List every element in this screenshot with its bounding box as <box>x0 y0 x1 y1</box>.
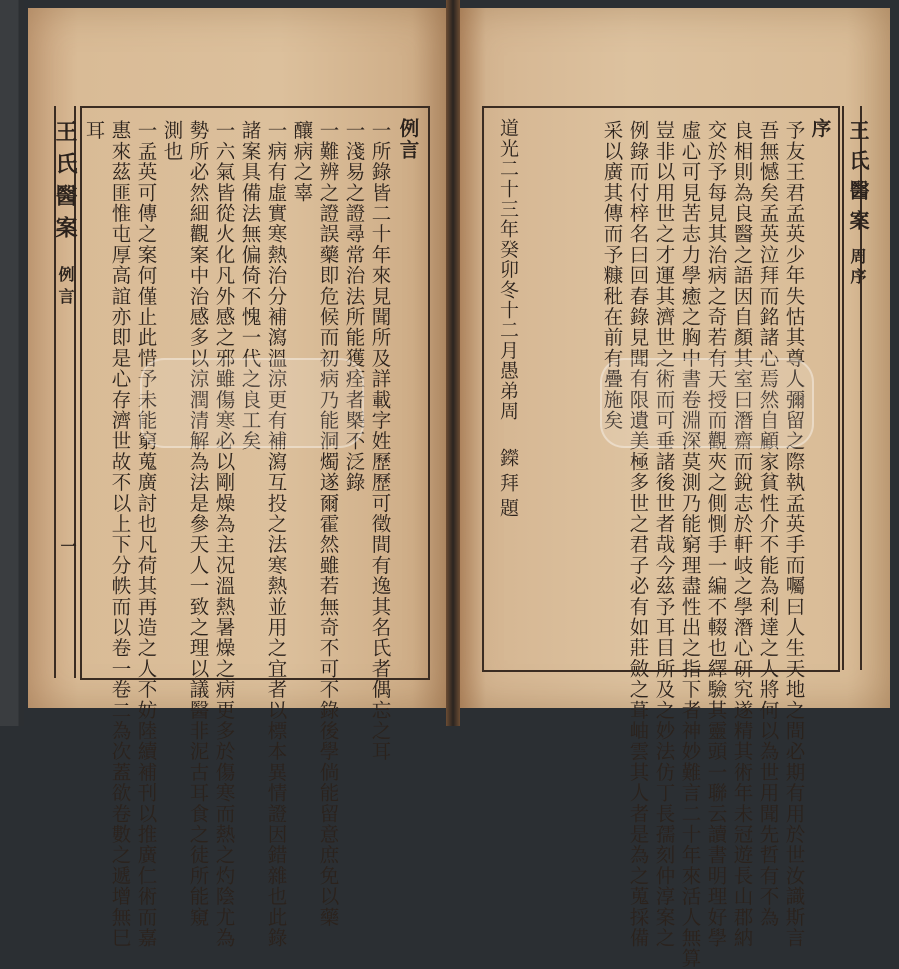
text-column: 惠來茲匪惟屯厚高誼亦即是心存濟世故不以上下分帙而以卷一卷二為次蓋欲卷數之遞增無巳 <box>108 120 132 948</box>
text-column: 釀病之辜 <box>290 120 314 203</box>
right-section-title: 序 <box>808 118 832 140</box>
text-column: 測也 <box>160 120 184 162</box>
text-column: 吾無憾矣孟英泣拜而銘諸心焉然自顧家貧性介不能為利達之人將何以為世用聞先哲有不為 <box>756 120 780 928</box>
text-column: 一淺易之證尋常治法所能獲痊者槩不泛錄 <box>342 120 366 493</box>
text-column: 虛心可見苦志力學癒之胸中書卷淵深莫測乃能窮理盡性出之指下者神妙難言二十年來活人無算 <box>678 120 702 969</box>
left-spine-title: 王氏醫案 <box>52 120 78 248</box>
left-spine-page-number: 一 <box>58 538 77 554</box>
right-spine-title: 王氏醫案 <box>846 120 870 240</box>
text-column: 一病有虛實寒熱治分補瀉溫涼更有補瀉互投之法寒熱並用之宜者以標本異情證因錯雜也此錄 <box>264 120 288 948</box>
watermark-oval <box>140 358 364 448</box>
left-section-title: 例言 <box>396 118 420 161</box>
text-column: 交於予每見其治病之奇若有天授而觀夾之側惻手一編不輟也繹驗其靈頭一聯云讀書明理好學 <box>704 120 728 948</box>
signature: 鑅拜題 <box>497 448 519 523</box>
text-column: 耳 <box>82 120 106 141</box>
watermark-oval <box>600 358 814 448</box>
left-page <box>28 8 446 948</box>
right-spine-section: 周序 <box>848 248 867 288</box>
text-column: 例錄而付梓名曰回春錄見聞有限遺美極多世之君子必有如莊斂之葺岫雲其人者是為之蒐採備 <box>626 120 650 948</box>
text-column: 豈非以用世之才運其濟世之術而可垂諸後世者哉今茲予耳目所及之妙法仿丁長孺刻仲淳案之 <box>652 120 676 948</box>
text-column: 諸案具備法無偏倚不愧一代之良工矣 <box>238 120 262 452</box>
text-column: 勢所必然細觀案中治感多以涼潤清解為法是參天人一致之理以議醫非泥古耳食之徒所能窺 <box>186 120 210 928</box>
text-column: 一六氣皆從火化凡外感之邪雖傷寒必以剛燥為主况溫熱暑燥之病更多於傷寒而熱之灼陰尤為 <box>212 120 236 948</box>
text-column: 采以廣其傳而予糠秕在前有疊施矣 <box>600 120 624 431</box>
text-column: 一難辨之證誤藥即危候而初病乃能洞燭遂爾霍然雖若無奇不可不錄後學倘能留意庶免以藥 <box>316 120 340 928</box>
date-line: 道光二十三年癸卯冬十二月愚弟周 <box>497 118 519 421</box>
text-column: 一孟英可傳之案何僅止此惜予未能窮蒐廣討也凡荷其再造之人不妨陸續補刊以推廣仁術而嘉 <box>134 120 158 948</box>
book-gutter <box>446 0 460 726</box>
left-spine-section: 例言 <box>56 266 75 310</box>
text-column: 予友王君孟英少年失怙其尊人彌留之際執孟英手而囑曰人生天地之間必期有用於世汝識斯言 <box>782 120 806 948</box>
right-page <box>460 8 890 969</box>
text-column: 一所錄皆二十年來見聞所及詳載字姓歷歷可徵間有逸其名氏者偶忘之耳 <box>368 120 392 762</box>
text-column: 良相則為良醫之語因自顏其室曰潛齋而銳志於軒岐之學潛心研究遂精其術年未冠遊長山郡納 <box>730 120 754 948</box>
